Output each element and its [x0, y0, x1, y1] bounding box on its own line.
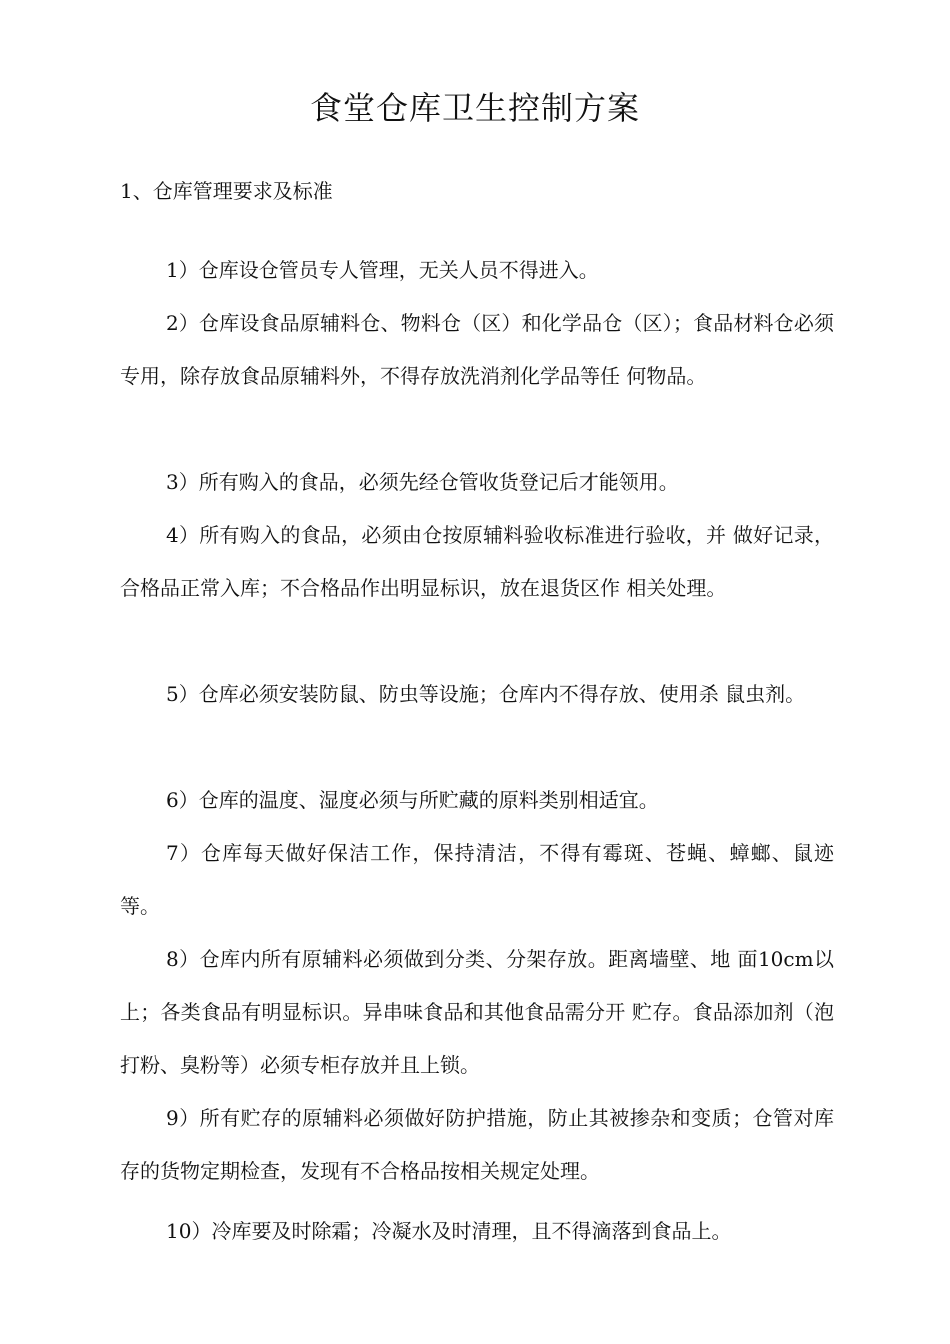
paragraph-4: 4）所有购入的食品，必须由仓按原辅料验收标准进行验收，并 做好记录，合格品正常入库；不合格品作出明显标识，放在退货区作 相关处理。 — [120, 523, 834, 600]
paragraph-1: 1）仓库设仓管员专人管理，无关人员不得进入。 — [166, 258, 599, 282]
paragraph-10: 10）冷库要及时除霜；冷凝水及时清理，且不得滴落到食品上。 — [166, 1219, 732, 1243]
paragraph-9: 9）所有贮存的原辅料必须做好防护措施，防止其被掺杂和变质；仓管对库存的货物定期检查，发现有不合格品按相关规定处理。 — [120, 1106, 834, 1183]
paragraph-7: 7）仓库每天做好保洁工作，保持清洁，不得有霉斑、苍蝇、蟑螂、鼠迹等。 — [120, 841, 834, 918]
paragraph-2: 2）仓库设食品原辅料仓、物料仓（区）和化学品仓（区）；食品材料仓必须专用，除存放食品原辅料外，不得存放洗消剂化学品等任 何物品。 — [120, 311, 834, 388]
paragraph-8: 8）仓库内所有原辅料必须做到分类、分架存放。距离墙壁、地 面10cm以上；各类食品有明显标识。异串味食品和其他食品需分开 贮存。食品添加剂（泡打粉、臭粉等）必须专柜存放并且上锁。 — [120, 947, 834, 1077]
document-title: 食堂仓库卫生控制方案 — [309, 89, 640, 127]
paragraph-6: 6）仓库的温度、湿度必须与所贮藏的原料类别相适宜。 — [166, 788, 659, 812]
section-heading: 1、仓库管理要求及标准 — [120, 179, 333, 203]
paragraph-3: 3）所有购入的食品，必须先经仓管收货登记后才能领用。 — [166, 470, 679, 494]
paragraph-5: 5）仓库必须安装防鼠、防虫等设施；仓库内不得存放、使用杀 鼠虫剂。 — [166, 682, 806, 706]
